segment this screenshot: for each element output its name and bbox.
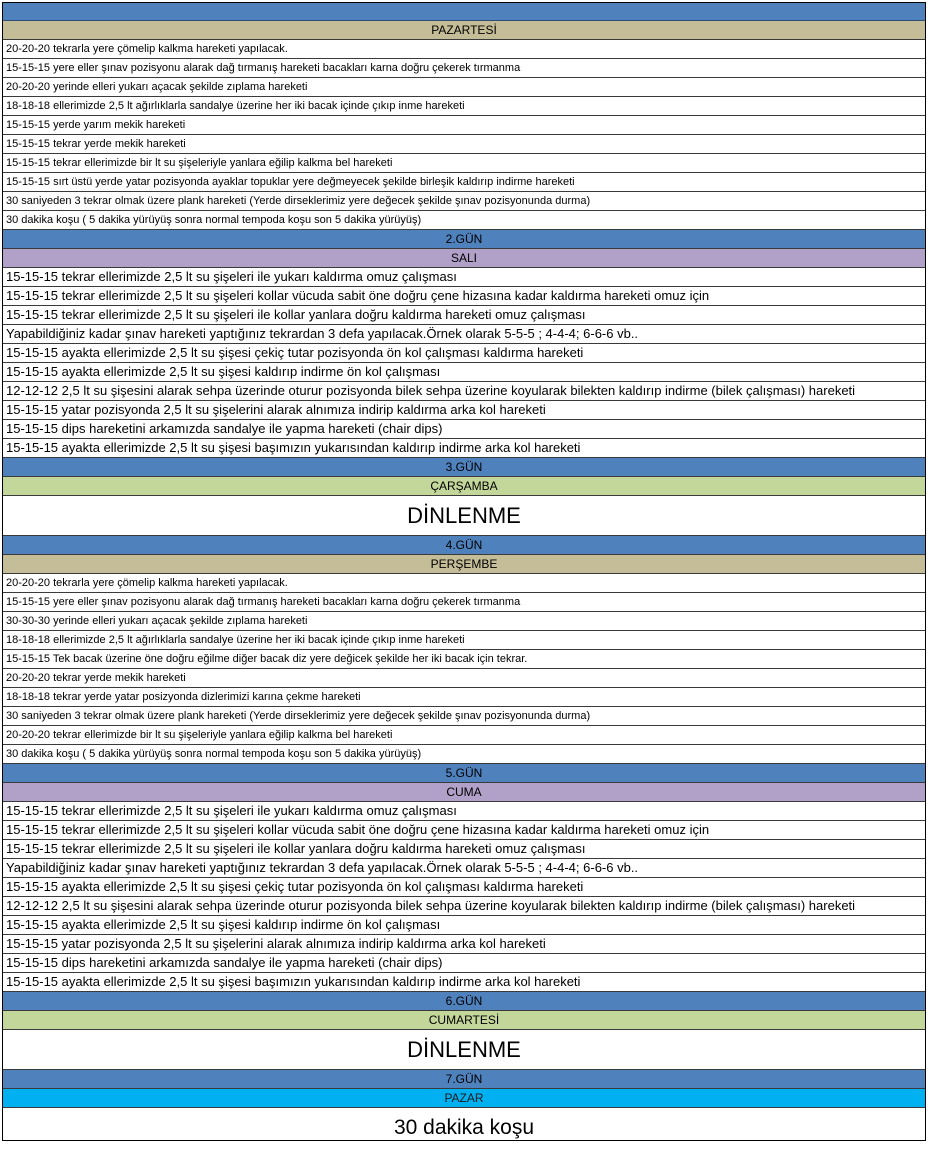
exercise-row: 15-15-15 Tek bacak üzerine öne doğru eğilme diğer bacak diz yere değicek şekilde her iki bacak için tekrar.	[3, 650, 925, 669]
exercise-row: 15-15-15 yatar pozisyonda 2,5 lt su şişelerini alarak alnımıza indirip kaldırma arka kol hareketi	[3, 935, 925, 954]
exercise-row: 20-20-20 tekrar ellerimizde bir lt su şişeleriyle yanlara eğilip kalkma bel hareketi	[3, 726, 925, 745]
exercise-row: 30-30-30 yerinde elleri yukarı açacak şekilde zıplama hareketi	[3, 612, 925, 631]
exercise-row: 20-20-20 tekrar yerde mekik hareketi	[3, 669, 925, 688]
tuesday-exercise-list	[3, 268, 925, 458]
exercise-row: 15-15-15 dips hareketini arkamızda sandalye ile yapma hareketi (chair dips)	[3, 954, 925, 973]
exercise-row: 15-15-15 tekrar ellerimizde bir lt su şişeleriyle yanlara eğilip kalkma bel hareketi	[3, 154, 925, 173]
weekly-workout-table	[2, 2, 926, 1141]
friday-exercise-list	[3, 802, 925, 992]
exercise-row: 15-15-15 sırt üstü yerde yatar pozisyonda ayaklar topuklar yere değmeyecek şekilde birleşik kaldırıp indirme hareketi	[3, 173, 925, 192]
exercise-row: 15-15-15 tekrar ellerimizde 2,5 lt su şişeleri ile kollar yanlara doğru kaldırma hareketi omuz çalışması	[3, 840, 925, 859]
day-name-friday: CUMA	[3, 783, 925, 802]
exercise-row: 15-15-15 yere eller şınav pozisyonu alarak dağ tırmanış hareketi bacakları karna doğru çekerek tırmanma	[3, 59, 925, 78]
exercise-row: Yapabildiğiniz kadar şınav hareketi yaptığınız tekrardan 3 defa yapılacak.Örnek olarak 5-5-5 ; 4-4-4; 6-6-6 vb..	[3, 859, 925, 878]
exercise-row: 15-15-15 ayakta ellerimizde 2,5 lt su şişesi çekiç tutar pozisyonda ön kol çalışması kaldırma hareketi	[3, 878, 925, 897]
day-name-saturday: CUMARTESİ	[3, 1011, 925, 1030]
day-name-thursday: PERŞEMBE	[3, 555, 925, 574]
rest-day-wednesday: DİNLENME	[3, 496, 925, 536]
exercise-row: 15-15-15 yatar pozisyonda 2,5 lt su şişelerini alarak alnımıza indirip kaldırma arka kol hareketi	[3, 401, 925, 420]
exercise-row: 15-15-15 ayakta ellerimizde 2,5 lt su şişesi başımızın yukarısından kaldırıp indirme arka kol hareketi	[3, 973, 925, 992]
exercise-row: 15-15-15 ayakta ellerimizde 2,5 lt su şişesi kaldırıp indirme ön kol çalışması	[3, 916, 925, 935]
day-name-sunday: PAZAR	[3, 1089, 925, 1108]
exercise-row: 15-15-15 ayakta ellerimizde 2,5 lt su şişesi kaldırıp indirme ön kol çalışması	[3, 363, 925, 382]
exercise-row: 20-20-20 tekrarla yere çömelip kalkma hareketi yapılacak.	[3, 40, 925, 59]
day-number-2: 2.GÜN	[3, 230, 925, 249]
exercise-row: 15-15-15 tekrar ellerimizde 2,5 lt su şişeleri kollar vücuda sabit öne doğru çene hizasına kadar kaldırma hareketi omuz için	[3, 287, 925, 306]
exercise-row: 12-12-12 2,5 lt su şişesini alarak sehpa üzerinde oturur pozisyonda bilek sehpa üzerine koyularak bilekten kaldırıp indirme (bilek çalışması) hareketi	[3, 382, 925, 401]
exercise-row: 30 saniyeden 3 tekrar olmak üzere plank hareketi (Yerde dirseklerimiz yere değecek şekilde şınav pozisyonunda durma)	[3, 192, 925, 211]
exercise-row: 30 saniyeden 3 tekrar olmak üzere plank hareketi (Yerde dirseklerimiz yere değecek şekilde şınav pozisyonunda durma)	[3, 707, 925, 726]
exercise-row: 15-15-15 tekrar ellerimizde 2,5 lt su şişeleri ile kollar yanlara doğru kaldırma hareketi omuz çalışması	[3, 306, 925, 325]
exercise-row: 15-15-15 dips hareketini arkamızda sandalye ile yapma hareketi (chair dips)	[3, 420, 925, 439]
exercise-row: 15-15-15 tekrar yerde mekik hareketi	[3, 135, 925, 154]
exercise-row: 12-12-12 2,5 lt su şişesini alarak sehpa üzerinde oturur pozisyonda bilek sehpa üzerine koyularak bilekten kaldırıp indirme (bilek çalışması) hareketi	[3, 897, 925, 916]
exercise-row: 30 dakika koşu ( 5 dakika yürüyüş sonra normal tempoda koşu son 5 dakika yürüyüş)	[3, 211, 925, 230]
exercise-row: 15-15-15 tekrar ellerimizde 2,5 lt su şişeleri kollar vücuda sabit öne doğru çene hizasına kadar kaldırma hareketi omuz için	[3, 821, 925, 840]
top-bar	[3, 3, 925, 21]
day-number-6: 6.GÜN	[3, 992, 925, 1011]
day-number-3: 3.GÜN	[3, 458, 925, 477]
exercise-row: 15-15-15 ayakta ellerimizde 2,5 lt su şişesi başımızın yukarısından kaldırıp indirme arka kol hareketi	[3, 439, 925, 458]
day-name-wednesday: ÇARŞAMBA	[3, 477, 925, 496]
exercise-row: 30 dakika koşu ( 5 dakika yürüyüş sonra normal tempoda koşu son 5 dakika yürüyüş)	[3, 745, 925, 764]
exercise-row: 20-20-20 yerinde elleri yukarı açacak şekilde zıplama hareketi	[3, 78, 925, 97]
exercise-row: 18-18-18 ellerimizde 2,5 lt ağırlıklarla sandalye üzerine her iki bacak içinde çıkıp inme hareketi	[3, 631, 925, 650]
exercise-row: 20-20-20 tekrarla yere çömelip kalkma hareketi yapılacak.	[3, 574, 925, 593]
day-number-5: 5.GÜN	[3, 764, 925, 783]
exercise-row: 15-15-15 ayakta ellerimizde 2,5 lt su şişesi çekiç tutar pozisyonda ön kol çalışması kaldırma hareketi	[3, 344, 925, 363]
exercise-row: 18-18-18 ellerimizde 2,5 lt ağırlıklarla sandalye üzerine her iki bacak içinde çıkıp inme hareketi	[3, 97, 925, 116]
exercise-row: 18-18-18 tekrar yerde yatar posizyonda dizlerimizi karına çekme hareketi	[3, 688, 925, 707]
rest-day-saturday: DİNLENME	[3, 1030, 925, 1070]
exercise-row: 15-15-15 tekrar ellerimizde 2,5 lt su şişeleri ile yukarı kaldırma omuz çalışması	[3, 802, 925, 821]
exercise-row: Yapabildiğiniz kadar şınav hareketi yaptığınız tekrardan 3 defa yapılacak.Örnek olarak 5-5-5 ; 4-4-4; 6-6-6 vb..	[3, 325, 925, 344]
exercise-row: 15-15-15 tekrar ellerimizde 2,5 lt su şişeleri ile yukarı kaldırma omuz çalışması	[3, 268, 925, 287]
day-number-7: 7.GÜN	[3, 1070, 925, 1089]
monday-exercise-list	[3, 40, 925, 230]
day-number-4: 4.GÜN	[3, 536, 925, 555]
day-name-tuesday: SALI	[3, 249, 925, 268]
sunday-activity: 30 dakika koşu	[393, 1116, 535, 1139]
exercise-row: 15-15-15 yerde yarım mekik hareketi	[3, 116, 925, 135]
exercise-row: 15-15-15 yere eller şınav pozisyonu alarak dağ tırmanış hareketi bacakları karna doğru çekerek tırmanma	[3, 593, 925, 612]
day-name-monday: PAZARTESİ	[3, 21, 925, 40]
thursday-exercise-list	[3, 574, 925, 764]
